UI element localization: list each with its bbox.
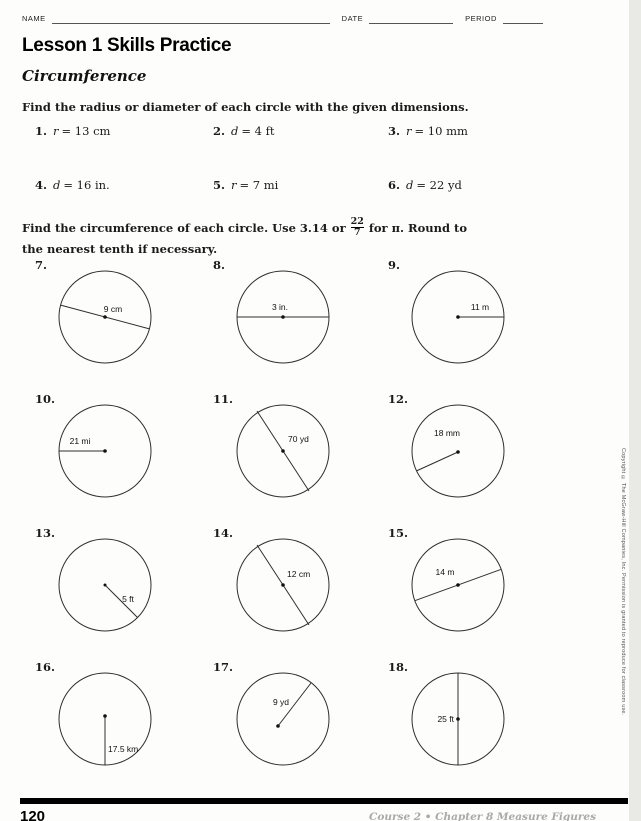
problem-value: = 10 mm (414, 124, 468, 138)
problem-value: = 13 cm (61, 124, 111, 138)
problem-6 (388, 178, 595, 192)
circle-figure-12 (403, 396, 513, 506)
problem-number: 14. (213, 526, 234, 540)
problem-5 (213, 178, 388, 192)
problem-value: = 7 mi (239, 178, 279, 192)
footer-rule (20, 798, 628, 804)
center-dot (456, 450, 460, 454)
measurement-label: 5 ft (122, 594, 134, 604)
problem-number: 2. (213, 124, 226, 138)
footer-course-text: Course 2 • Chapter 8 Measure Figures (369, 811, 596, 821)
problem-variable: d (231, 124, 239, 138)
problem-number: 8. (213, 258, 226, 272)
problem-7 (30, 256, 208, 390)
center-dot (281, 449, 285, 453)
circle-figure-16 (50, 664, 160, 774)
section1-instruction: Find the radius or diameter of each circle with the given dimensions. (22, 100, 469, 114)
problem-value: = 16 in. (63, 178, 110, 192)
radius-line (416, 452, 458, 471)
section2-instruction-line1 (22, 217, 467, 239)
page-title: Lesson 1 Skills Practice (22, 35, 232, 56)
problem-3 (388, 124, 595, 138)
section2-instruction-line2: the nearest tenth if necessary. (22, 242, 218, 256)
circle-figure-7 (50, 262, 160, 372)
problem-2 (213, 124, 388, 138)
period-blank[interactable] (503, 14, 543, 24)
problem-number: 12. (388, 392, 409, 406)
circle-figure-8 (228, 262, 338, 372)
circle-figure-15 (403, 530, 513, 640)
problem-variable: r (231, 178, 237, 192)
circle-figure-9 (403, 262, 513, 372)
center-dot (103, 714, 107, 718)
circle-figure-11 (228, 396, 338, 506)
center-dot (281, 315, 285, 319)
center-dot (103, 315, 107, 319)
measurement-label: 12 cm (287, 569, 311, 579)
name-blank[interactable] (52, 14, 330, 24)
center-dot (276, 724, 280, 728)
measurement-label: 18 mm (434, 428, 460, 438)
problem-value: = 22 yd (416, 178, 462, 192)
problem-number: 6. (388, 178, 401, 192)
fraction-22-7 (351, 217, 364, 239)
center-dot (104, 584, 107, 587)
circle-problems-grid (30, 256, 578, 792)
circle-figure-18 (403, 664, 513, 774)
measurement-label: 25 ft (437, 714, 454, 724)
measurement-label: 9 cm (103, 304, 123, 314)
measurement-label: 3 in. (271, 302, 289, 312)
measurement-label: 9 yd (272, 697, 290, 707)
problem-4 (35, 178, 213, 192)
measurement-label: 21 mi (69, 436, 91, 446)
problem-variable: d (406, 178, 414, 192)
problem-number: 9. (388, 258, 401, 272)
problem-13 (30, 524, 208, 658)
circle-figure-14 (228, 530, 338, 640)
problem-17 (208, 658, 383, 792)
fraction-numerator: 22 (350, 216, 364, 227)
date-label: DATE (341, 14, 364, 23)
header (22, 14, 556, 24)
problem-number: 18. (388, 660, 409, 674)
measurement-label: 70 yd (288, 434, 309, 444)
period-label: PERIOD (465, 14, 497, 23)
problem-number: 10. (35, 392, 56, 406)
problem-15 (383, 524, 578, 658)
problem-1 (35, 124, 213, 138)
name-label: NAME (22, 14, 46, 23)
measurement-label: 14 m (435, 567, 455, 577)
problem-number: 7. (35, 258, 48, 272)
footer-page-number: 120 (20, 808, 46, 821)
page-edge-strip (629, 0, 641, 821)
problem-12 (383, 390, 578, 524)
center-dot (456, 583, 460, 587)
circle-figure-17 (228, 664, 338, 774)
problem-variable: r (406, 124, 412, 138)
center-dot (103, 449, 107, 453)
problem-number: 3. (388, 124, 401, 138)
measurement-label: 11 m (470, 302, 490, 312)
problem-number: 5. (213, 178, 226, 192)
problem-number: 16. (35, 660, 56, 674)
problem-number: 15. (388, 526, 409, 540)
problem-number: 11. (213, 392, 234, 406)
problem-number: 4. (35, 178, 48, 192)
page-subtitle: Circumference (22, 67, 147, 85)
problem-14 (208, 524, 383, 658)
section1-problems (35, 124, 595, 192)
fraction-denominator: 7 (351, 227, 364, 238)
circle-figure-10 (50, 396, 160, 506)
problem-9 (383, 256, 578, 390)
center-dot (456, 717, 460, 721)
problem-10 (30, 390, 208, 524)
problem-number: 17. (213, 660, 234, 674)
measurement-label: 17.5 km (108, 744, 139, 754)
center-dot (281, 583, 285, 587)
instruction-text-after: for π. Round to (368, 220, 467, 235)
instruction-text-before: Find the circumference of each circle. Use 3.14 or (22, 220, 346, 235)
center-dot (456, 315, 460, 319)
problem-number: 1. (35, 124, 48, 138)
problem-11 (208, 390, 383, 524)
problem-variable: r (53, 124, 59, 138)
problem-18 (383, 658, 578, 792)
problem-number: 13. (35, 526, 56, 540)
problem-variable: d (53, 178, 61, 192)
problem-16 (30, 658, 208, 792)
copyright-sidebar: Copyright © The McGraw-Hill Companies, Inc. Permission is granted to reproduce for classroom use. (620, 448, 626, 716)
problem-value: = 4 ft (241, 124, 275, 138)
problem-8 (208, 256, 383, 390)
date-blank[interactable] (369, 14, 453, 24)
circle-figure-13 (50, 530, 160, 640)
